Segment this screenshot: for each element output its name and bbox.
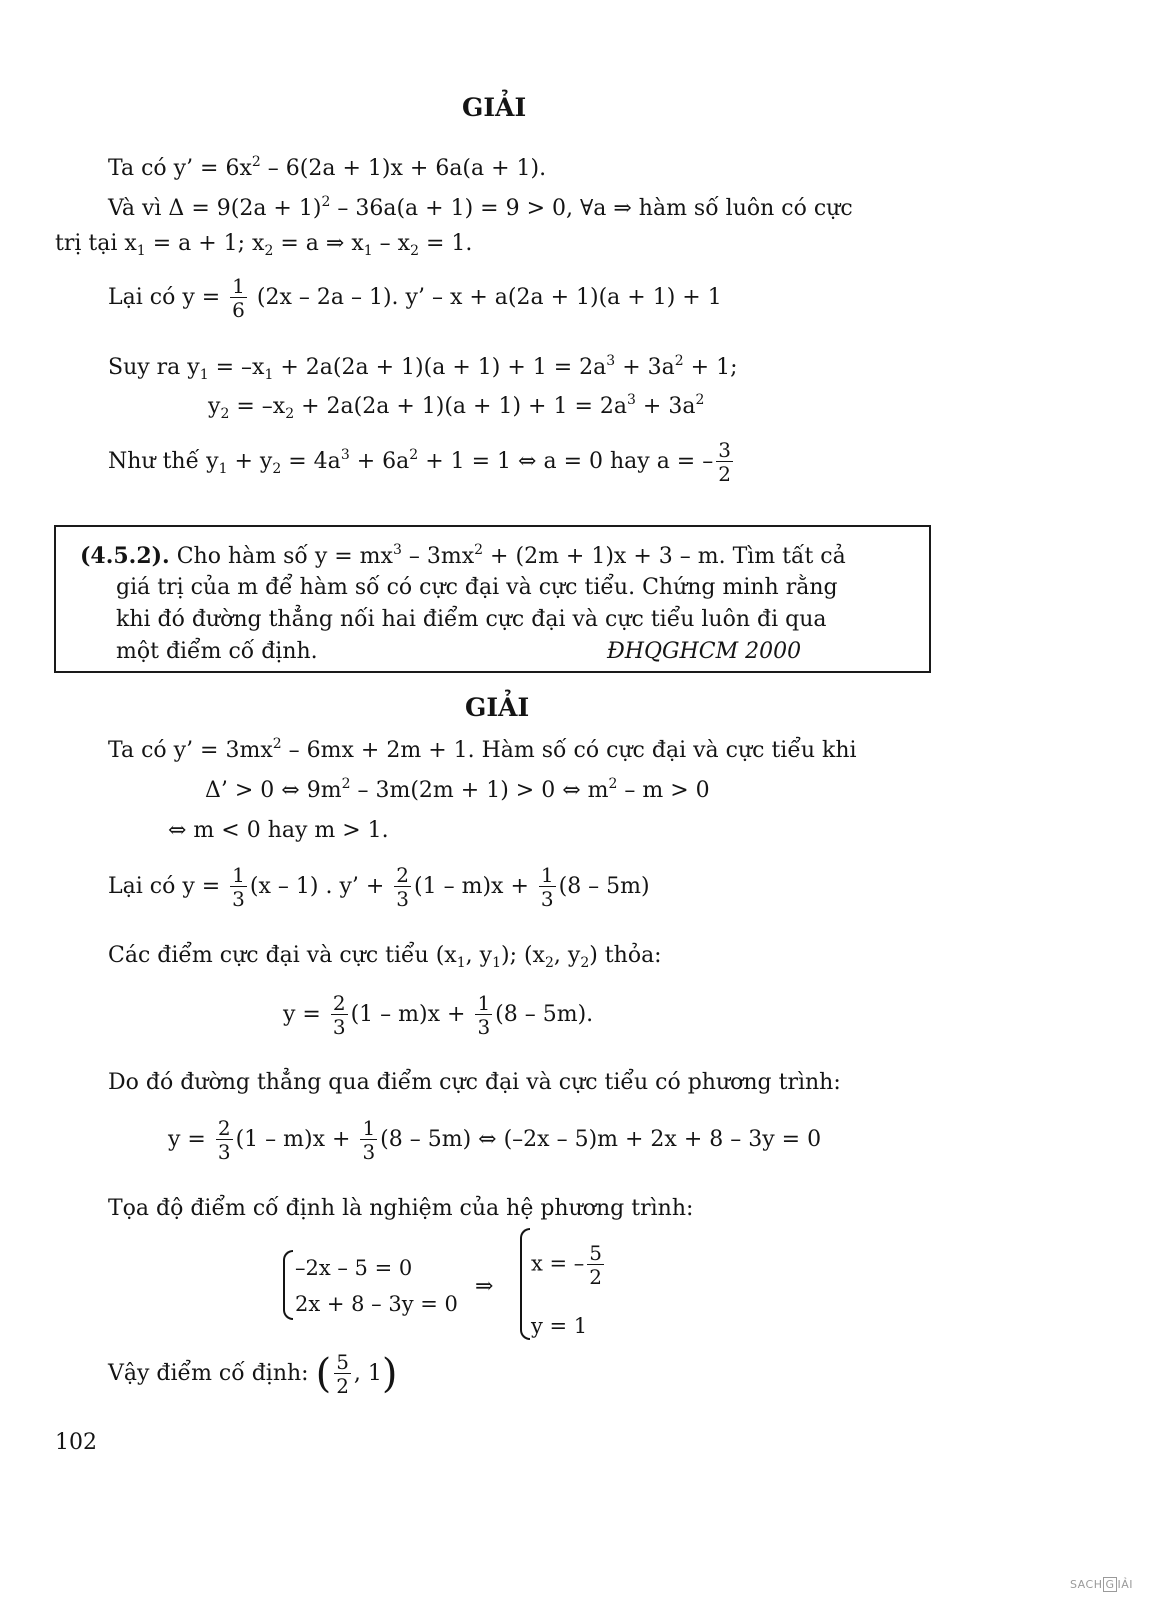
discriminant-line: Δ’ > 0 ⇔ $9m^2 - 3m(2m + 1) > 0$ ⇔ $m^2 - m > 0$ (205, 776, 710, 803)
fraction: $\frac{2}{3}$ (217, 1116, 231, 1164)
fraction: $\frac{2}{3}$ (396, 863, 410, 911)
page-number: 102 (55, 1430, 97, 1455)
y2-line: $y_2 = -x_2 + 2a(2a + 1)(a + 1) + 1 = 2a^3 + 3a^2$ (208, 392, 705, 422)
watermark-logo: SACH G IẢI (1070, 1578, 1134, 1591)
fraction: $\frac{1}{3}$ (362, 1116, 376, 1164)
derivative-line: Ta có y’ = $3mx^2 - 6mx + 2m + 1$. Hàm số có cực đại và cực tiểu khi (108, 736, 857, 763)
solution-heading: GIẢI (465, 693, 530, 722)
discriminant-line: Và vì $\Delta = 9(2a + 1)^2 - 36a(a + 1) = 9 > 0$, ∀a ⇒ hàm số luôn có cực (108, 194, 853, 221)
system-equation-2: 2x + 8 – 3y = 0 (295, 1292, 458, 1316)
fraction: $\frac{3}{2}$ (718, 438, 731, 486)
line-equation: y = $\frac{2}{3}$ (1 – m)x + $\frac{1}{3}$ (8 – 5m). (283, 991, 594, 1039)
fraction: $\frac{1}{3}$ (540, 863, 554, 911)
fraction: $\frac{2}{3}$ (332, 991, 346, 1039)
problem-line-1: (4.5.2). Cho hàm số $y = mx^3 - 3mx^2 + (2m + 1)x + 3 - m$. Tìm tất cả (80, 542, 846, 569)
implies-arrow: ⇒ (475, 1274, 494, 1299)
fraction: $\frac{1}{6}$ (232, 274, 245, 322)
sum-condition-line: Như thế $y_1 + y_2 = 4a^3 + 6a^2 + 1 = 1$ ⇔ a = 0 hay a = – $\frac{3}{2}$ (108, 438, 731, 486)
right-brace (520, 1228, 530, 1340)
fraction: $\frac{5}{2}$ (589, 1241, 603, 1289)
derivative-line: Ta có y’ = $6x^2 - 6(2a + 1)x + 6a(a + 1)$. (108, 154, 547, 181)
solution-y: y = 1 (531, 1314, 588, 1338)
problem-line-2: giá trị của m để hàm số có cực đại và cực tiểu. Chứng minh rằng (116, 575, 838, 600)
line-equation-rewritten: y = $\frac{2}{3}$ (1 – m)x + $\frac{1}{3}$ (8 – 5m) ⇔ (–2x – 5)m + 2x + 8 – 3y = 0 (168, 1116, 822, 1164)
fraction: $\frac{1}{3}$ (477, 991, 491, 1039)
system-statement: Tọa độ điểm cố định là nghiệm của hệ phương trình: (108, 1196, 694, 1221)
y1-line: Suy ra $y_1 = -x_1 + 2a(2a + 1)(a + 1) + 1 = 2a^3 + 3a^2 + 1$; (108, 353, 738, 383)
fixed-point-line: Vậy điểm cố định: ( $\frac{5}{2}$ , 1) (108, 1350, 398, 1398)
condition-line: ⇔ m < 0 hay m > 1. (168, 818, 389, 843)
extrema-points-line: Các điểm cực đại và cực tiểu ($x_1$, $y_1$); ($x_2$, $y_2$) thỏa: (108, 943, 662, 971)
left-brace (283, 1250, 293, 1320)
division-line: Lại có y = $\frac{1}{3}$ (x – 1) . y’ + $\frac{2}{3}$ (1 – m)x + $\frac{1}{3}$ (8 – 5m) (108, 863, 650, 911)
problem-label: (4.5.2). (80, 543, 170, 569)
line-statement: Do đó đường thẳng qua điểm cực đại và cực tiểu có phương trình: (108, 1070, 841, 1095)
problem-source: ĐHQGHCM 2000 (607, 639, 802, 664)
problem-line-4: một điểm cố định. (116, 639, 318, 664)
fraction: $\frac{5}{2}$ (336, 1350, 349, 1398)
solution-heading: GIẢI (462, 93, 527, 122)
solution-x: x = – $\frac{5}{2}$ (531, 1241, 603, 1289)
problem-line-3: khi đó đường thẳng nối hai điểm cực đại và cực tiểu luôn đi qua (116, 607, 827, 632)
fraction: $\frac{1}{3}$ (232, 863, 245, 911)
division-line: Lại có y = $\frac{1}{6}$ (2x – 2a – 1). y’ – x + a(2a + 1)(a + 1) + 1 (108, 274, 722, 322)
system-equation-1: –2x – 5 = 0 (295, 1256, 413, 1280)
roots-line: trị tại $x_1 = a + 1$; $x_2 = a$ ⇒ $x_1 - x_2 = 1$. (55, 231, 473, 259)
